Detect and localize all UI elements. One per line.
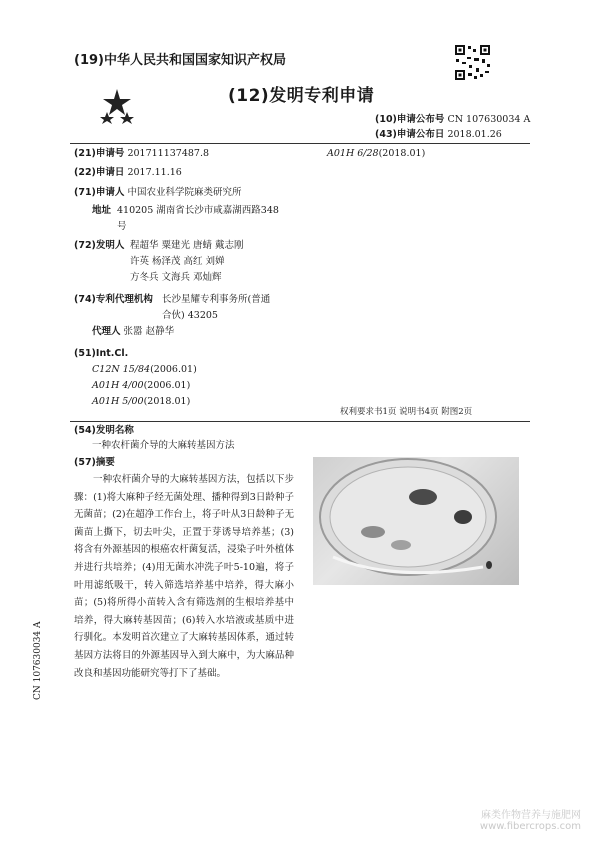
- classification-code: A01H 4/00: [92, 380, 144, 391]
- publication-date-row: [375, 127, 502, 142]
- address-line-2: 号: [117, 221, 127, 232]
- classification-code: C12N 15/84: [92, 364, 151, 375]
- inventors-line-3: 方冬兵 文海兵 邓灿辉: [130, 272, 222, 283]
- biblio-divider: [70, 421, 530, 422]
- application-number-label: (21)申请号: [74, 148, 125, 159]
- abstract-figure: [313, 457, 519, 585]
- main-ipc-code: A01H 6/28: [327, 148, 379, 159]
- classification-version: (2006.01): [143, 380, 191, 391]
- publication-date: 2018.01.26: [447, 129, 502, 140]
- issuing-authority: (19)中华人民共和国国家知识产权局: [74, 53, 286, 68]
- main-ipc-version: (2018.01): [378, 148, 426, 159]
- inventors-line-1: 程超华 粟建光 唐蜻 戴志刚: [130, 240, 244, 251]
- inventors-line-2: 许英 杨泽茂 高红 刘婵: [130, 256, 225, 267]
- invention-name-label: (54)发明名称: [74, 425, 134, 436]
- invention-name: 一种农杆菌介导的大麻转基因方法: [92, 440, 235, 451]
- publication-number: CN 107630034 A: [447, 114, 531, 125]
- document-type-title: (12)发明专利申请: [228, 86, 375, 106]
- classification-code: A01H 5/00: [92, 396, 144, 407]
- application-date: 2017.11.16: [127, 167, 182, 178]
- applicant-label: (71)申请人: [74, 187, 125, 198]
- cnipa-logo: [98, 88, 136, 124]
- agent-names: 张嚣 赵静华: [123, 326, 175, 337]
- agent-row: [92, 324, 174, 339]
- application-date-label: (22)申请日: [74, 167, 125, 178]
- header-divider: [70, 143, 530, 144]
- abstract-label: (57)摘要: [74, 457, 115, 468]
- page-count-summary: 权利要求书1页 说明书4页 附图2页: [340, 407, 473, 417]
- classification-version: (2006.01): [150, 364, 197, 375]
- main-ipc-row: [327, 146, 425, 161]
- applicant-row: [74, 185, 241, 200]
- address-line-1: 410205 湖南省长沙市咸嘉湖西路348: [117, 205, 279, 216]
- address-label: 地址: [92, 205, 112, 216]
- publication-number-row: [375, 112, 530, 127]
- agency-line-1: 长沙星耀专利事务所(普通: [162, 294, 271, 305]
- intcl-label: (51)Int.Cl.: [74, 348, 129, 359]
- abstract-text: 一种农杆菌介导的大麻转基因方法，包括以下步骤：(1)将大麻种子经无菌处理、播种得到3日龄种子无菌苗；(2)在超净工作台上，将子叶从3日龄种子无菌苗上撕下，切去叶尖，正置于芽诱导培养基；(3)将含有外源基因的根癌农杆菌复活，浸染子叶外植体并进行共培养；(4)用无菌水冲洗子叶5-10遍，将子叶用滤纸吸干，转入筛选培养基中培养，得大麻小苗；(5)将所得小苗转入含有筛选剂的生根培养基中培养，得大麻转基因苗；(6)转入水培液或基质中进行驯化。本发明首次建立了大麻转基因体系，通过转基因方法将目的外源基因导入到大麻中，为大麻品种改良和基因功能研究等打下了基础。: [74, 474, 294, 679]
- classification-version: (2018.01): [143, 396, 191, 407]
- agency-line-2: 合伙) 43205: [162, 310, 218, 321]
- classification-row-2: [92, 378, 190, 393]
- petri-dish-photo: [313, 457, 519, 585]
- inventors-label: (72)发明人: [74, 240, 125, 251]
- agency-label: (74)专利代理机构: [74, 294, 153, 305]
- publication-date-label: (43)申请公布日: [375, 129, 445, 140]
- watermark-text: 麻类作物营养与施肥网: [481, 810, 581, 821]
- qr-code: [454, 44, 491, 81]
- application-number: 201711137487.8: [127, 148, 210, 159]
- publication-number-label: (10)申请公布号: [375, 114, 445, 125]
- classification-row-3: [92, 394, 190, 409]
- watermark-url: www.fibercrops.com: [479, 821, 581, 832]
- application-date-row: [74, 165, 182, 180]
- applicant-name: 中国农业科学院麻类研究所: [127, 187, 242, 198]
- side-publication-number: CN 107630034 A: [33, 621, 43, 700]
- application-number-row: [74, 146, 209, 161]
- agent-label: 代理人: [92, 326, 121, 337]
- classification-row-1: [92, 362, 197, 377]
